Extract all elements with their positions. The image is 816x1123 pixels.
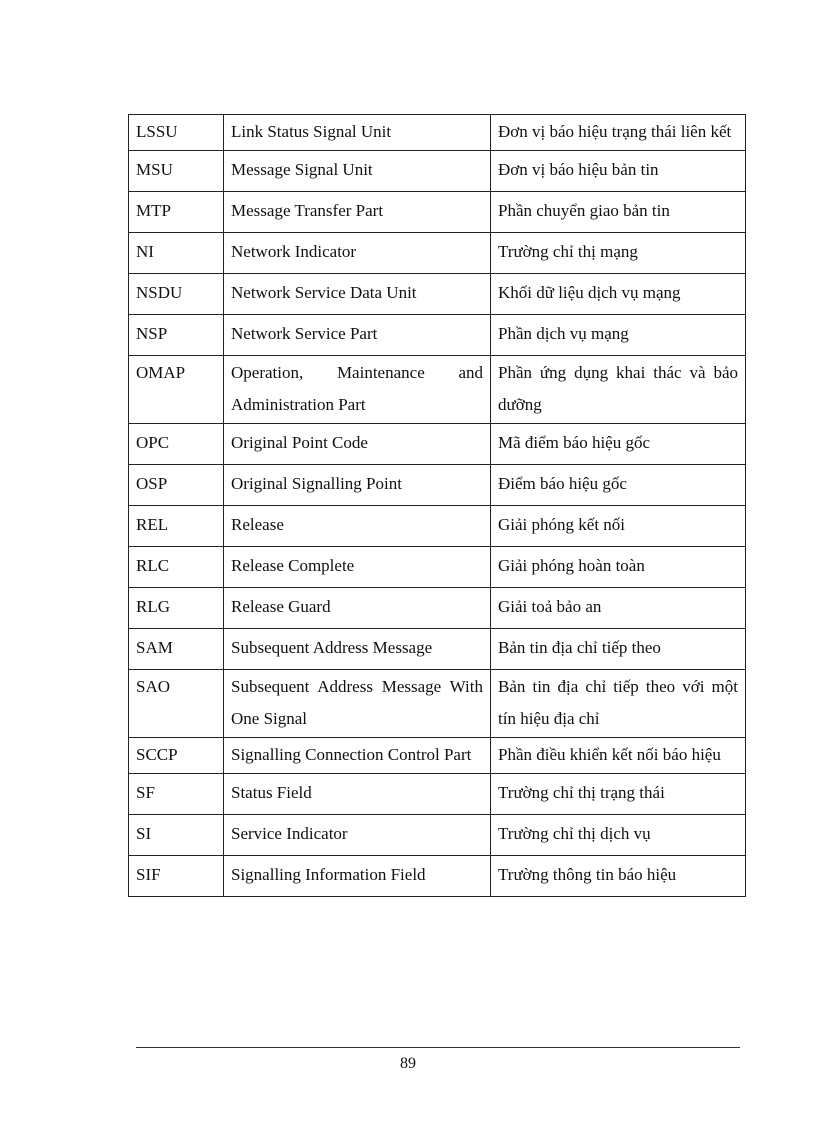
vietnamese-term-cell: Khối dữ liệu dịch vụ mạng (491, 274, 746, 315)
abbreviation-table-body (129, 115, 746, 897)
english-term-cell: Network Service Data Unit (224, 274, 491, 315)
table-row (129, 738, 746, 774)
english-term-cell: Release Complete (224, 547, 491, 588)
table-row (129, 151, 746, 192)
abbreviation-cell: RLC (129, 547, 224, 588)
table-row (129, 629, 746, 670)
table-row (129, 274, 746, 315)
abbreviation-cell: SI (129, 815, 224, 856)
table-row (129, 670, 746, 738)
table-row (129, 356, 746, 424)
abbreviation-cell: SCCP (129, 738, 224, 774)
vietnamese-term-cell: Mã điểm báo hiệu gốc (491, 424, 746, 465)
vietnamese-term-cell: Đơn vị báo hiệu bản tin (491, 151, 746, 192)
table-row (129, 115, 746, 151)
abbreviation-cell: SAO (129, 670, 224, 738)
english-term-cell: Release (224, 506, 491, 547)
abbreviation-cell: OMAP (129, 356, 224, 424)
vietnamese-term-cell: Trường chỉ thị trạng thái (491, 774, 746, 815)
english-term-cell: Network Indicator (224, 233, 491, 274)
english-term-cell: Original Signalling Point (224, 465, 491, 506)
abbreviation-cell: LSSU (129, 115, 224, 151)
english-term-cell: Operation, Maintenance and Administration Part (224, 356, 491, 424)
table-row (129, 233, 746, 274)
vietnamese-term-cell: Trường chỉ thị mạng (491, 233, 746, 274)
abbreviation-cell: SIF (129, 856, 224, 897)
abbreviation-cell: OPC (129, 424, 224, 465)
table-row (129, 192, 746, 233)
vietnamese-term-cell: Trường thông tin báo hiệu (491, 856, 746, 897)
abbreviation-cell: SAM (129, 629, 224, 670)
abbreviation-cell: MSU (129, 151, 224, 192)
vietnamese-term-cell: Điểm báo hiệu gốc (491, 465, 746, 506)
table-row (129, 315, 746, 356)
table-row (129, 774, 746, 815)
english-term-cell: Release Guard (224, 588, 491, 629)
abbreviation-cell: NI (129, 233, 224, 274)
abbreviation-cell: REL (129, 506, 224, 547)
table-row (129, 547, 746, 588)
english-term-cell: Link Status Signal Unit (224, 115, 491, 151)
vietnamese-term-cell: Giải toả bảo an (491, 588, 746, 629)
vietnamese-term-cell: Phần chuyển giao bản tin (491, 192, 746, 233)
table-row (129, 588, 746, 629)
abbreviation-cell: NSP (129, 315, 224, 356)
table-row (129, 815, 746, 856)
vietnamese-term-cell: Bản tin địa chỉ tiếp theo (491, 629, 746, 670)
abbreviation-cell: SF (129, 774, 224, 815)
english-term-cell: Subsequent Address Message (224, 629, 491, 670)
vietnamese-term-cell: Giải phóng kết nối (491, 506, 746, 547)
abbreviation-cell: RLG (129, 588, 224, 629)
vietnamese-term-cell: Bản tin địa chỉ tiếp theo với một tín hiệu địa chỉ (491, 670, 746, 738)
table-row (129, 856, 746, 897)
vietnamese-term-cell: Giải phóng hoàn toàn (491, 547, 746, 588)
abbreviation-cell: OSP (129, 465, 224, 506)
vietnamese-term-cell: Đơn vị báo hiệu trạng thái liên kết (491, 115, 746, 151)
table-row (129, 424, 746, 465)
vietnamese-term-cell: Trường chỉ thị dịch vụ (491, 815, 746, 856)
english-term-cell: Status Field (224, 774, 491, 815)
english-term-cell: Message Transfer Part (224, 192, 491, 233)
english-term-cell: Network Service Part (224, 315, 491, 356)
english-term-cell: Service Indicator (224, 815, 491, 856)
english-term-cell: Original Point Code (224, 424, 491, 465)
english-term-cell: Signalling Information Field (224, 856, 491, 897)
abbreviation-table (128, 114, 746, 897)
vietnamese-term-cell: Phần ứng dụng khai thác và bảo dưỡng (491, 356, 746, 424)
abbreviation-cell: NSDU (129, 274, 224, 315)
vietnamese-term-cell: Phần điều khiển kết nối báo hiệu (491, 738, 746, 774)
english-term-cell: Subsequent Address Message With One Signal (224, 670, 491, 738)
table-row (129, 465, 746, 506)
vietnamese-term-cell: Phần dịch vụ mạng (491, 315, 746, 356)
english-term-cell: Message Signal Unit (224, 151, 491, 192)
abbreviation-cell: MTP (129, 192, 224, 233)
table-row (129, 506, 746, 547)
page-number: 89 (400, 1055, 416, 1072)
english-term-cell: Signalling Connection Control Part (224, 738, 491, 774)
footer-divider (136, 1047, 740, 1048)
